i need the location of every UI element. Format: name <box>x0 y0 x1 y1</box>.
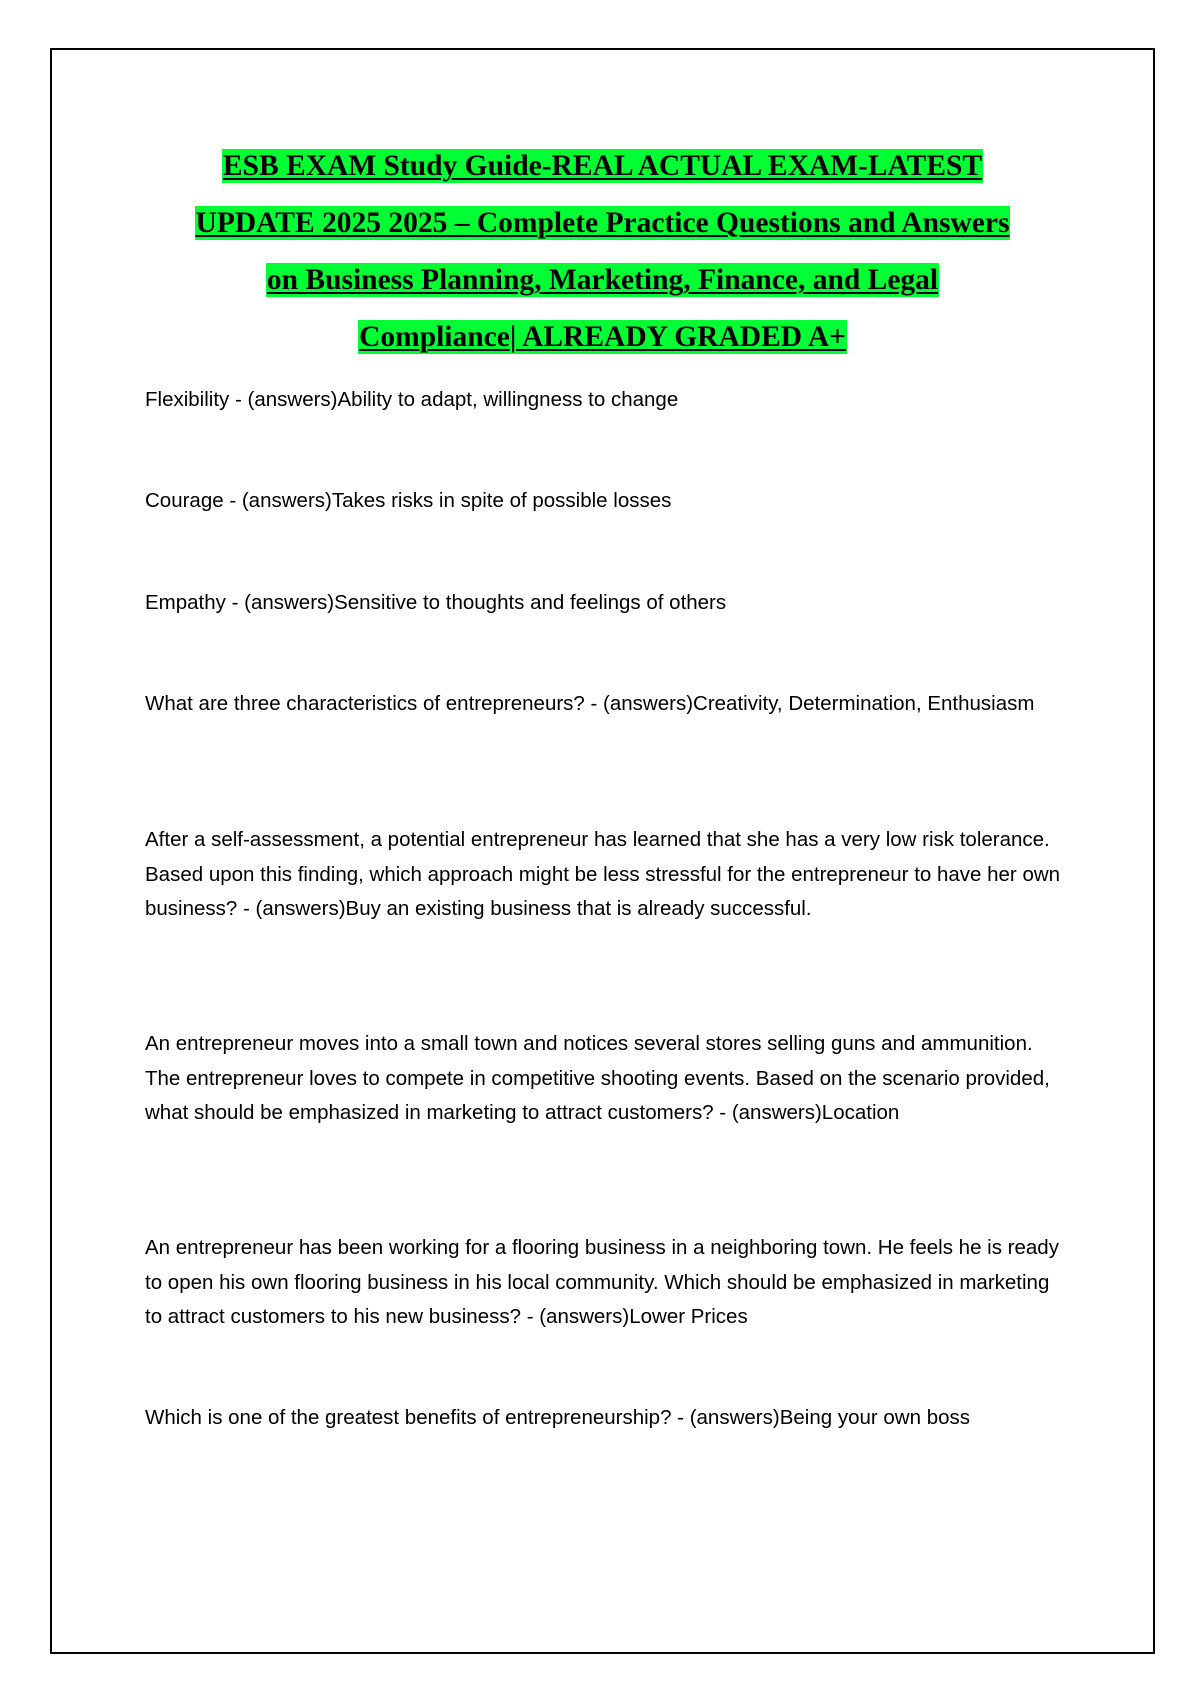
qa-item-empathy: Empathy - (answers)Sensitive to thoughts and feelings of others <box>145 591 727 614</box>
qa-item-flooring-business: An entrepreneur has been working for a flooring business in a neighboring town. He feels he is ready to open his own flooring business in his local community. Which should be emphasized in marketing to attract customers to his new business? - (answers)Lower Prices <box>145 1236 1059 1328</box>
title-line-3: on Business Planning, Marketing, Finance, and Legal <box>266 264 939 296</box>
qa-item-characteristics: What are three characteristics of entrepreneurs? - (answers)Creativity, Determination, Enthusiasm <box>145 692 1035 715</box>
qa-item-flexibility: Flexibility - (answers)Ability to adapt, willingness to change <box>145 388 679 411</box>
qa-item-courage: Courage - (answers)Takes risks in spite of possible losses <box>145 489 672 512</box>
document-title <box>60 138 1145 366</box>
qa-item-risk-tolerance: After a self-assessment, a potential entrepreneur has learned that she has a very low risk tolerance. Based upon this finding, which approach might be less stressful for the entrepreneur to have her own business? - (answers)Buy an existing business that is already successful. <box>145 828 1061 920</box>
title-line-4: Compliance| ALREADY GRADED A+ <box>359 321 846 353</box>
title-line-2: UPDATE 2025 2025 – Complete Practice Questions and Answers <box>195 207 1010 239</box>
qa-item-benefits: Which is one of the greatest benefits of entrepreneurship? - (answers)Being your own boss <box>145 1406 970 1429</box>
title-line-1: ESB EXAM Study Guide-REAL ACTUAL EXAM-LATEST <box>222 150 983 182</box>
qa-item-small-town: An entrepreneur moves into a small town and notices several stores selling guns and ammunition. The entrepreneur loves to compete in competitive shooting events. Based on the scenario provided, what should be emphasized in marketing to attract customers? - (answers)Location <box>145 1032 1050 1124</box>
